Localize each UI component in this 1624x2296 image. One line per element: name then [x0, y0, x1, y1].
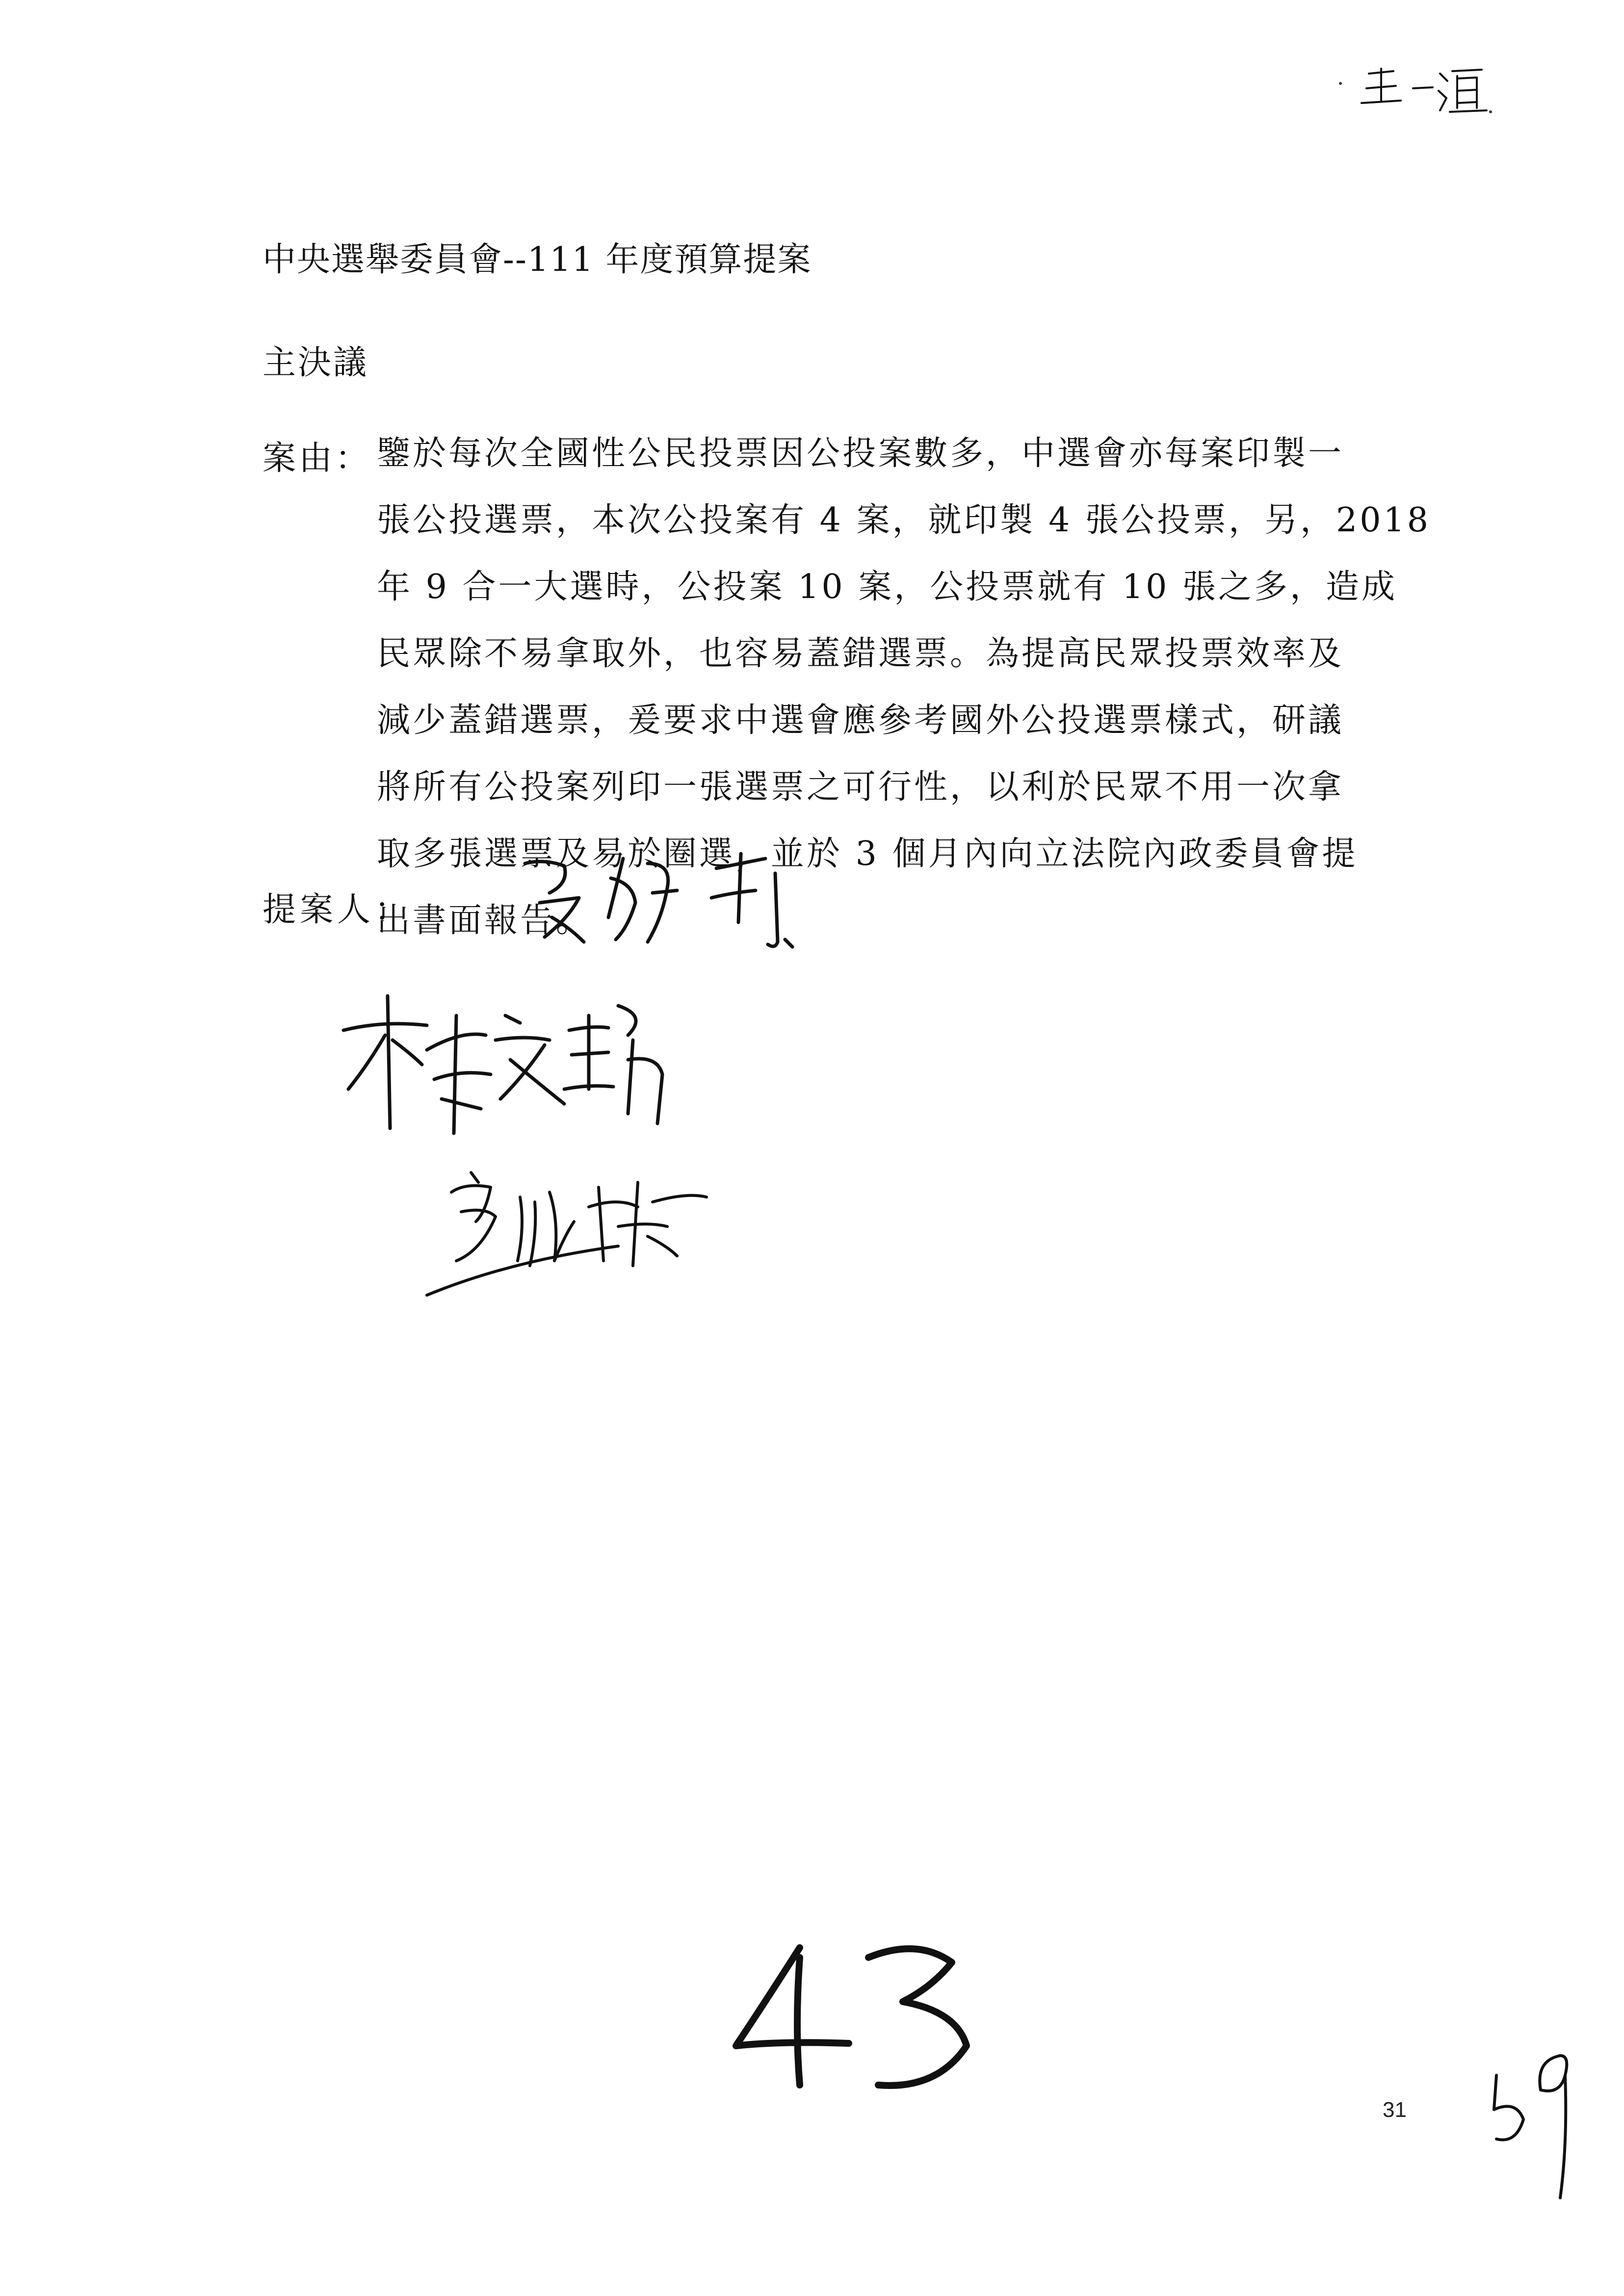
proposer-label: 提案人：	[262, 890, 412, 929]
case-line: 取多張選票及易於圈選，並於 3 個月內向立法院內政委員會提	[377, 835, 1358, 873]
case-line: 民眾除不易拿取外，也容易蓋錯選票。為提高民眾投票效率及	[377, 634, 1344, 673]
case-line: 減少蓋錯選票，爰要求中選會應參考國外公投選票樣式，研議	[377, 701, 1344, 740]
handwritten-page-number	[726, 1928, 991, 2105]
case-line: 年 9 合一大選時，公投案 10 案，公投票就有 10 張之多，造成	[377, 568, 1398, 606]
handwritten-side-number	[1487, 2046, 1585, 2208]
signature-1	[510, 844, 824, 957]
case-line: 將所有公投案列印一張選票之可行性，以利於民眾不用一次拿	[377, 768, 1344, 807]
case-line: 張公投選票，本次公投案有 4 案，就印製 4 張公投票，另，2018	[377, 501, 1431, 540]
page-number: 31	[1383, 2098, 1407, 2122]
handwritten-corner-note	[1335, 54, 1496, 123]
document-title: 中央選舉委員會--111 年度預算提案	[262, 240, 812, 279]
case-line: 鑒於每次全國性公民投票因公投案數多，中選會亦每案印製一	[377, 434, 1344, 473]
signature-3	[412, 1163, 765, 1310]
resolution-type: 主決議	[262, 343, 369, 382]
signature-2	[334, 986, 677, 1148]
case-line: 出書面報告。	[377, 901, 592, 940]
case-label: 案由：	[262, 439, 372, 478]
